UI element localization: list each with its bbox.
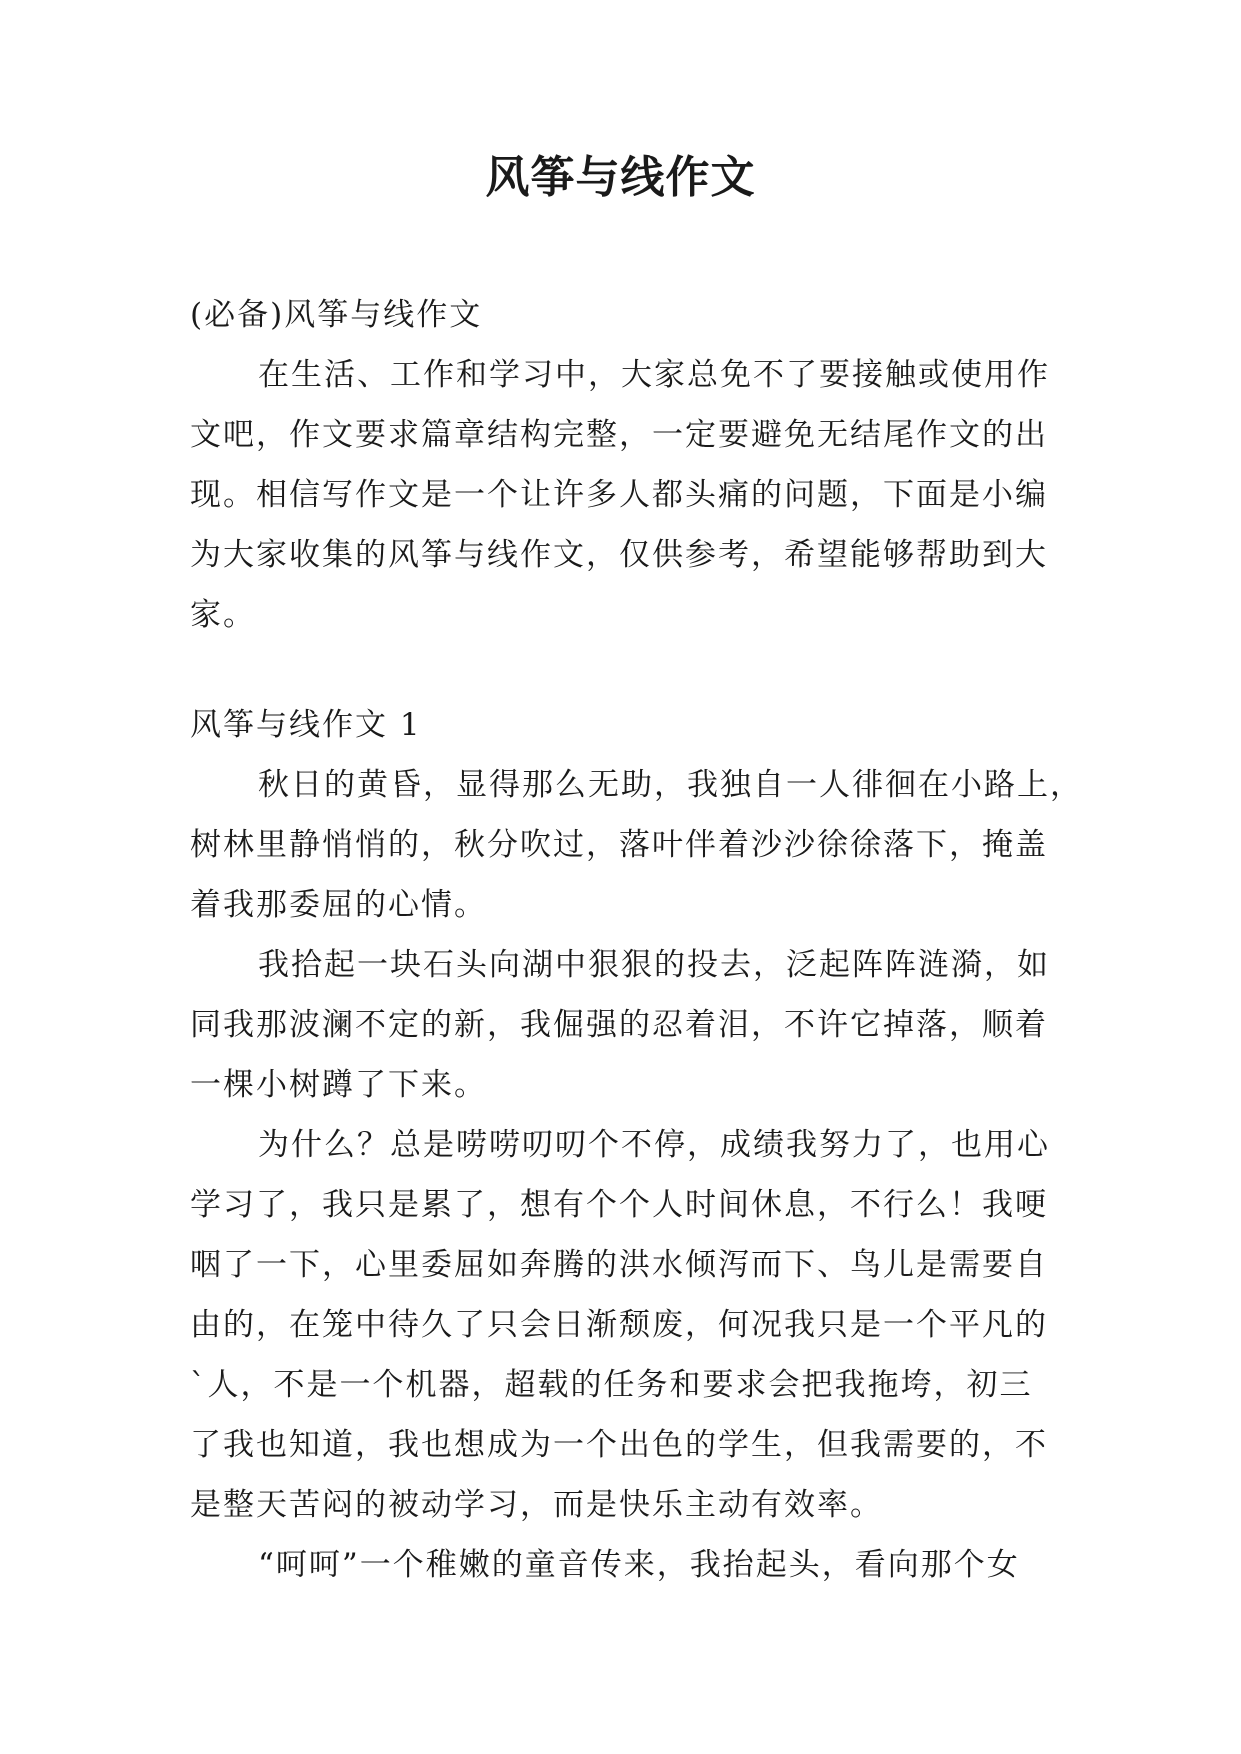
paragraph [190,1535,1050,1595]
text-line: 文吧，作文要求篇章结构完整，一定要避免无结尾作文的出 [190,417,1048,453]
text-line: 我拾起一块石头向湖中狠狠的投去，泛起阵阵涟漪，如 [258,947,1050,983]
document-body [190,285,1083,1595]
text-line: 家。 [190,597,256,633]
text-line: `人，不是一个机器，超载的任务和要求会把我拖垮，初三 [190,1367,1033,1403]
text-line: 在生活、工作和学习中，大家总免不了要接触或使用作 [258,357,1050,393]
text-line: 学习了，我只是累了，想有个个人时间休息，不行么！我哽 [190,1187,1048,1223]
document-title: 风筝与线作文 [485,152,756,203]
text-line: 一棵小树蹲了下来。 [190,1067,487,1103]
document-subtitle: (必备)风筝与线作文 [190,297,483,333]
text-line: 咽了一下，心里委屈如奔腾的洪水倾泻而下、鸟儿是需要自 [190,1247,1048,1283]
text-line: 由的，在笼中待久了只会日渐颓废，何况我只是一个平凡的 [190,1307,1048,1343]
section-heading: 风筝与线作文 1 [190,707,422,743]
intro-paragraph [190,345,1050,645]
paragraph [190,935,1050,1115]
paragraph [190,1115,1050,1535]
text-line: “呵呵”一个稚嫩的童音传来，我抬起头，看向那个女 [258,1547,1020,1583]
section-spacer [190,645,1050,695]
text-line: 同我那波澜不定的新，我倔强的忍着泪，不许它掉落，顺着 [190,1007,1048,1043]
text-line: 秋日的黄昏，显得那么无助，我独自一人徘徊在小路上， [258,767,1083,803]
paragraph [190,755,1083,935]
text-line: 为什么？总是唠唠叨叨个不停，成绩我努力了，也用心 [258,1127,1050,1163]
text-line: 着我那委屈的心情。 [190,887,487,923]
text-line: 为大家收集的风筝与线作文，仅供参考，希望能够帮助到大 [190,537,1048,573]
text-line: 是整天苦闷的被动学习，而是快乐主动有效率。 [190,1487,883,1523]
text-line: 了我也知道，我也想成为一个出色的学生，但我需要的，不 [190,1427,1048,1463]
text-line: 树林里静悄悄的，秋分吹过，落叶伴着沙沙徐徐落下，掩盖 [190,827,1048,863]
text-line: 现。相信写作文是一个让许多人都头痛的问题，下面是小编 [190,477,1048,513]
